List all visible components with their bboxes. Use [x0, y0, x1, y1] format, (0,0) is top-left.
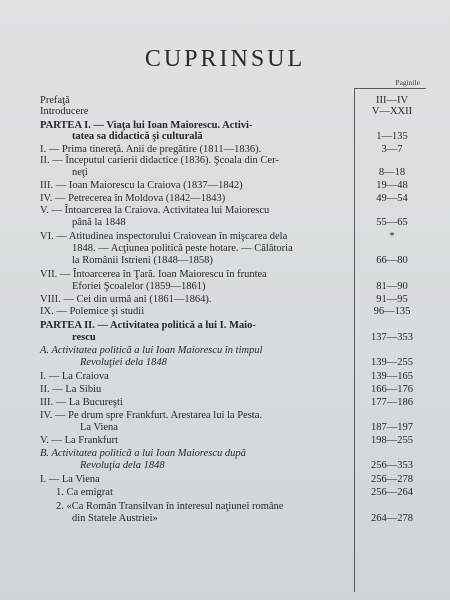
toc-entry-pages: 256—264	[371, 487, 413, 498]
toc-entry-text: V. — La Frankfurt	[40, 435, 118, 446]
toc-entry-text: PARTEA II. — Activitatea politică a lui I. Maio-	[40, 320, 256, 331]
toc-entry-text: din Statele Austriei»	[72, 513, 158, 524]
toc-entry-text: rescu	[72, 332, 96, 343]
toc-entry-pages: 256—353	[371, 460, 413, 471]
toc-entry-text: 2. «Ca Român Transilvan în interesul naţiunei române	[56, 501, 284, 512]
toc-entry-pages: 187—197	[371, 422, 413, 433]
toc-entry-text: IV. — Pe drum spre Frankfurt. Arestarea lui la Pesta.	[40, 410, 263, 421]
toc-entry-text: Introducere	[40, 106, 89, 117]
toc-entry-pages: 166—176	[371, 384, 413, 395]
toc-entry-text: Prefaţă	[40, 95, 70, 106]
toc-entry-pages: 177—186	[371, 397, 413, 408]
toc-entry-text: II. — La Sibiu	[40, 384, 102, 395]
page-title: CUPRINSUL	[144, 46, 306, 72]
toc-entry-text: 1. Ca emigrat	[56, 487, 113, 498]
toc-entry-text: I. — Prima tinereţă. Anii de pregătire (1811—1836).	[40, 144, 262, 155]
toc-entry-pages: 139—165	[371, 371, 413, 382]
toc-entry-text: IX. — Polemice şi studii	[40, 306, 145, 317]
toc-entry-text: A. Activitatea politică a lui Ioan Maiorescu în timpul	[40, 345, 263, 356]
toc-entry-text: Revoluţia dela 1848	[80, 460, 165, 471]
toc-entry-text: III. — Ioan Maiorescu la Craiova (1837—1842)	[40, 180, 243, 191]
toc-entry-pages: 1—135	[376, 131, 408, 142]
toc-entry-text: neţi	[72, 167, 88, 178]
toc-entry-text: VIII. — Cei din urmă ani (1861—1864).	[40, 294, 212, 305]
toc-entry-text: B. Activitatea politică a lui Ioan Maiorescu după	[40, 448, 246, 459]
toc-entry-pages: V—XXII	[371, 106, 413, 117]
toc-entry-text: II. — Începutul carierii didactice (1836). Şcoala din Cer-	[40, 155, 279, 166]
toc-entry-pages: 96—135	[373, 306, 411, 317]
toc-entry-pages: *	[389, 231, 395, 242]
toc-entry-text: La Viena	[80, 422, 118, 433]
toc-entry-pages: 19—48	[376, 180, 408, 191]
toc-entry-pages: 198—255	[371, 435, 413, 446]
toc-entry-pages: 8—18	[378, 167, 406, 178]
toc-entry-text: Revoluţiei dela 1848	[80, 357, 167, 368]
toc-entry-text: tatea sa didactică şi culturală	[72, 131, 203, 142]
toc-entry-pages: 137—353	[371, 332, 413, 343]
toc-entry-pages: 139—255	[371, 357, 413, 368]
toc-entry-text: Eforiei Şcoalelor (1859—1861)	[72, 281, 206, 292]
toc-entry-text: I. — La Viena	[40, 474, 100, 485]
toc-entry-pages: III—IV	[375, 95, 409, 106]
header-rule	[354, 88, 426, 89]
toc-entry-text: I. — La Craiova	[40, 371, 109, 382]
toc-entry-text: la Românii Istrieni (1848—1858)	[72, 255, 213, 266]
toc-entry-text: III. — La Bucureşti	[40, 397, 123, 408]
toc-entry-text: până la 1848	[72, 217, 126, 228]
toc-entry-pages: 55—65	[376, 217, 408, 228]
pages-column-divider	[354, 88, 355, 592]
toc-entry-text: VII. — Întoarcerea în Ţară. Ioan Maiorescu în fruntea	[40, 269, 267, 280]
toc-entry-pages: 256—278	[371, 474, 413, 485]
toc-entry-pages: 49—54	[376, 193, 408, 204]
toc-entry-pages: 81—90	[376, 281, 408, 292]
toc-entry-pages: 3—7	[381, 144, 403, 155]
toc-entry-text: PARTEA I. — Viaţa lui Ioan Maiorescu. Activi-	[40, 120, 253, 131]
toc-entry-text: 1848. — Acţiunea politică peste hotare. — Călătoria	[72, 243, 293, 254]
toc-entry-pages: 91—95	[376, 294, 408, 305]
toc-entry-text: IV. — Petrecerea în Moldova (1842—1843)	[40, 193, 226, 204]
pages-column-header: Paginile	[395, 78, 420, 87]
toc-entry-pages: 66—80	[376, 255, 408, 266]
toc-entry-text: V. — Întoarcerea la Craiova. Activitatea lui Maiorescu	[40, 205, 270, 216]
toc-entry-text: VI. — Atitudinea inspectorului Craiovean în mişcarea dela	[40, 231, 288, 242]
toc-entry-pages: 264—278	[371, 513, 413, 524]
